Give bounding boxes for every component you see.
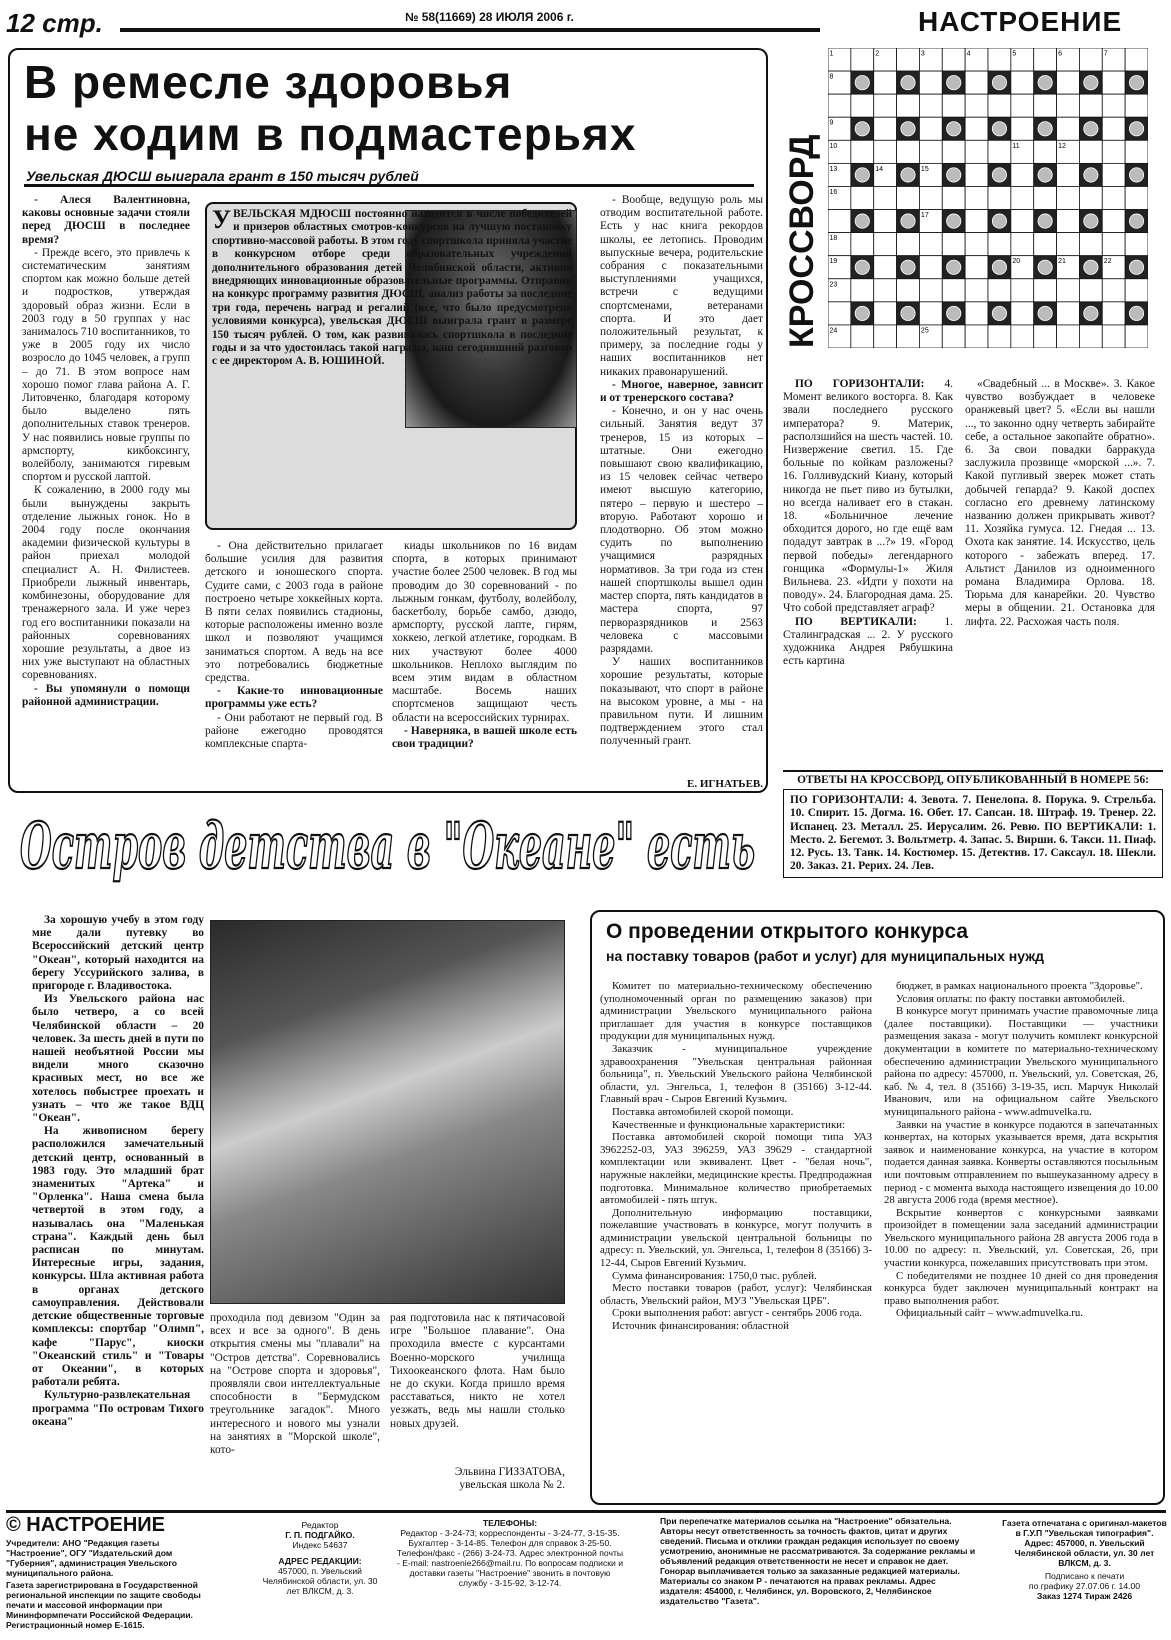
crossword-ornament <box>947 306 961 320</box>
crossword-ornament <box>947 214 961 228</box>
tender-column <box>600 980 872 1333</box>
crossword-number: 20 <box>1012 258 1021 266</box>
crossword-cell <box>988 325 1011 348</box>
crossword-cell <box>919 117 942 140</box>
crossword-cell <box>965 163 988 186</box>
editor-label: Редактор <box>301 1520 339 1530</box>
crossword-cell <box>1011 279 1034 302</box>
crossword-ornament <box>947 75 961 89</box>
crossword-cell <box>1125 233 1148 256</box>
paragraph: У наших воспитанников хорошие результаты, которые показывают, что спорт в районе на высоком уровне, а мы - на правильном пути. И лишним подтверждением этого стал полученный грант. <box>600 656 763 748</box>
crossword-cell <box>1102 163 1125 186</box>
crossword-cell <box>942 94 965 117</box>
crossword-cell <box>851 140 874 163</box>
paragraph: Комитет по материально-техническому обеспечению (уполномоченный орган по размещению заказов) при администрации Увельского муниципального района приглашает для участия в конкурсе поставщиков продукции для муниципальных нужд. <box>600 980 872 1043</box>
printing-text: Газета отпечатана с оригинал-макетов в Г.У.П "Увельская типография". Адрес: 457000, п. Увельский Челябинской области, ул. 30 лет ВЛКСМ, д. 3. <box>1002 1518 1167 1568</box>
crossword-number: 10 <box>829 142 838 150</box>
crossword-cell <box>874 140 897 163</box>
crossword-cell <box>1011 210 1034 233</box>
clues-continued: «Свадебный ... в Москве». 3. Какое чувство возбуждает в человеке оранжевый цвет? 5. «Если вы нашли ..., то законно одну четверть забирайте себе, а остальное закопайте обратно». 6. За свои повадки барракуда заслужила прозвище «морской ...». 7. Какой пугливый зверек может стать добычей гепарда? 9. Какой доспех согласно его древнему латинскому названию должен прикрывать живот? 11. Хозяйка гумуса. 12. Гнедая ... 13. Охота как занятие. 14. Искусство, цель которого - забежать вперед. 17. Альтист Данилов из одноименного романа Владимира Орлова. 18. Тюрьма для канарейки. 20. Чувство меры в общении. 21. Остановка для лифта. 22. Расхожая часть поля. <box>965 378 1155 628</box>
crossword-cell <box>942 140 965 163</box>
paragraph: В конкурсе могут принимать участие правомочные лица (далее поставщики). Поставщики — участники размещения заказа - могут получить комплект конкурсной документации в комитете по материально-техническому обеспечению администрации Увельского муниципального района по адресу: 457000, п. Увельский, ул. Советская, 26, каб. № 4, тел. 8 (35166) 3-19-35, исп. Марчук Николай Иванович, или на официальном сайте Увельского муниципального района - www.admuvelka.ru. <box>884 1005 1158 1118</box>
crossword-cell <box>988 140 1011 163</box>
crossword-ornament <box>1038 260 1052 274</box>
crossword-cell <box>919 302 942 325</box>
crossword-cell <box>1102 140 1125 163</box>
crossword-cell <box>965 117 988 140</box>
crossword-ornament <box>947 260 961 274</box>
crossword-ornament <box>901 306 915 320</box>
crossword-number: 14 <box>875 165 884 173</box>
crossword-number: 2 <box>875 50 880 58</box>
crossword-cell <box>965 94 988 117</box>
crossword-cell <box>1079 279 1102 302</box>
crossword-cell <box>897 279 920 302</box>
clues-horizontal: 4. Момент великого восторга. 8. Как звали последнего русского императора? 9. Материк, расползшийся на шесть частей. 10. Низвержение светил. 15. Где больные по койкам разложены? 16. Голливудский Киану, который никогда не пьет пиво из бутылки, но всегда наливает его в стакан. 18. «Больничное лечение обходится дорого, но где ещё вам подадут завтрак в ...?» 19. «Город первой победы» легендарного гонщика «Формулы-1» Жиля Вильнева. 23. «Идти у похоти на поводу». 24. Благородная дама. 25. Что собой представляет аграф? <box>783 378 953 615</box>
crossword-cell <box>828 302 851 325</box>
interview-question: - Наверняка, в вашей школе есть свои традиции? <box>392 724 577 751</box>
crossword-ornament <box>1038 214 1052 228</box>
phones-label: ТЕЛЕФОНЫ: <box>482 1518 538 1528</box>
crossword-ornament <box>1084 168 1098 182</box>
crossword-ornament <box>992 122 1006 136</box>
article-author: Е. ИГНАТЬЕВ. <box>687 778 763 790</box>
girl-photo <box>210 920 565 1304</box>
crossword-cell <box>942 279 965 302</box>
crossword-cell <box>1102 325 1125 348</box>
crossword-number: 18 <box>829 235 838 243</box>
crossword-number: 15 <box>920 165 929 173</box>
crossword-cell <box>919 140 942 163</box>
signed-time: по графику 27.07.06 г. 14.00 <box>1028 1581 1141 1591</box>
crossword-ornament <box>992 168 1006 182</box>
tender-title: О проведении открытого конкурса <box>606 920 969 943</box>
paragraph: С победителями не позднее 10 дней со дня проведения конкурса будет заключен муниципальный контракт на право выполнения работ. <box>884 1269 1158 1307</box>
tender-subtitle: на поставку товаров (работ и услуг) для муниципальных нужд <box>606 948 1045 964</box>
crossword-cell <box>897 94 920 117</box>
crossword-ornament <box>1084 260 1098 274</box>
crossword-cell <box>1034 186 1057 209</box>
crossword-cell <box>942 233 965 256</box>
crossword-ornament <box>947 122 961 136</box>
crossword-cell <box>1125 186 1148 209</box>
crossword-cell <box>1011 94 1034 117</box>
crossword-cell <box>919 256 942 279</box>
editor-name: Г. П. ПОДГАЙКО. <box>285 1530 355 1540</box>
crossword-number: 3 <box>920 50 925 58</box>
crossword-number: 4 <box>966 50 971 58</box>
crossword-number: 24 <box>829 327 838 335</box>
paragraph: Поставка автомобилей скорой помощи типа УАЗ 3962252-03, УАЗ 396259, УАЗ 39629 - стандартной комплектации или эквивалент. Цвет - "белая ночь", наружные наклейки, медицинские кресты. Предпродажная подготовка. Минимальное количество приобретаемых автомобилей - пять штук. <box>600 1131 872 1207</box>
crossword-cell <box>874 94 897 117</box>
crossword-number: 1 <box>829 50 834 58</box>
crossword-ornament <box>1084 122 1098 136</box>
crossword-cell <box>828 210 851 233</box>
paragraph: - Они работают не первый год. В районе ежегодно проводятся комплексные спарта- <box>205 711 383 751</box>
crossword-cell <box>965 186 988 209</box>
crossword-cell <box>828 94 851 117</box>
crossword-title: КРОССВОРД <box>783 134 821 348</box>
crossword-number: 13 <box>829 165 838 173</box>
crossword-ornament <box>1084 214 1098 228</box>
crossword-ornament <box>855 214 869 228</box>
crossword-cell <box>1034 325 1057 348</box>
crossword-cell <box>1034 279 1057 302</box>
crossword-cell <box>1034 140 1057 163</box>
crossword-answers <box>783 770 1163 878</box>
header-rule <box>120 28 820 32</box>
crossword-ornament <box>992 75 1006 89</box>
crossword-cell <box>851 94 874 117</box>
crossword-cell <box>1057 186 1080 209</box>
subscription-index: Индекс 54637 <box>292 1540 348 1550</box>
crossword-ornament <box>1129 168 1143 182</box>
crossword-ornament <box>855 260 869 274</box>
paragraph: К сожалению, в 2000 году мы были вынуждены закрыть отделение лыжных гонок. Но в 2004 году после окончания академии физической культуры в район приехал молодой специалист А. Н. Филистеев. Приобрели лыжный инвентарь, комбинезоны, оборудование для тренажерного зала. И уже через год его воспитанники показали на районных соревнованиях хорошие результаты, а двое из них уже выступают на областных соревнованиях. <box>22 484 190 682</box>
interview-question: - Вы упомянули о помощи районной администрации. <box>22 682 190 708</box>
paragraph: бюджет, в рамках национального проекта "Здоровье". <box>896 980 1143 992</box>
crossword-cell <box>919 233 942 256</box>
article-column <box>210 1312 380 1457</box>
crossword-cell <box>942 325 965 348</box>
crossword-number: 5 <box>1012 50 1017 58</box>
crossword-cell <box>1125 48 1148 71</box>
paragraph: - Она действительно прилагает большие усилия для развития детского и юношеского спорта. Судите сами, с 2003 года в районе построено четыре хоккейных корта. В пяти селах появились стадионы, которые расположены именно возле школ и позволяют учащимся заниматься спортом. А ведь на все это потребовались бюджетные средства. <box>205 540 383 685</box>
crossword-cell <box>1102 94 1125 117</box>
paragraph: рая подготовила нас к пятичасовой игре "Большое плавание". Она проходила вместе с курсантами Военно-морского училища Тихоокеанского флота. Нам было не до скуки. Когда пришло время расставаться, никто не хотел уезжать, ведь мы нашли столько новых друзей. <box>390 1312 565 1430</box>
paragraph: Поставка автомобилей скорой помощи. <box>612 1105 794 1118</box>
crossword-cell <box>1057 117 1080 140</box>
answers-text: ПО ГОРИЗОНТАЛИ: 4. Зевота. 7. Пенелопа. 8. Порука. 9. Стрельба. 10. Спирит. 15. Догма. 16. Обет. 17. Сапсан. 18. Штраф. 19. Тренер. 22. Испанец. 23. Металл. 25. Иерусалим. 26. Ревю. ПО ВЕРТИКАЛИ: 1. Место. 2. Бегемот. 3. Вольтметр. 4. Запас. 5. Вирши. 6. Такси. 11. Пиаф. 12. Русь. 13. Танк. 14. Костюмер. 15. Детектив. 17. Саксаул. 18. Шекли. 20. Заказ. 21. Рерих. 24. Лев. <box>783 789 1163 878</box>
crossword-number: 25 <box>920 327 929 335</box>
article-column <box>600 194 763 749</box>
crossword-clues-left <box>783 378 953 668</box>
crossword-cell <box>874 325 897 348</box>
crossword-cell <box>874 71 897 94</box>
crossword-clues-right <box>965 378 1155 629</box>
crossword-cell <box>965 302 988 325</box>
crossword-cell <box>874 256 897 279</box>
paragraph: проходила под девизом "Один за всех и все за одного". В день открытия смены мы "плавали" на "Остров детства". Соревновались на "Острове спорта и здоровья", проявляли свои интеллектуальные способности в "Бермудском треугольнике загадок". Много интересного и нового мы узнали на занятиях в "Морской школе", кото- <box>210 1312 380 1457</box>
paragraph: Условия оплаты: по факту поставки автомобилей. <box>896 992 1125 1005</box>
address-label: АДРЕС РЕДАКЦИИ: <box>278 1556 362 1566</box>
crossword-ornament <box>901 168 915 182</box>
crossword-ornament <box>992 260 1006 274</box>
crossword-cell <box>1057 279 1080 302</box>
author-school: увельская школа № 2. <box>459 1479 565 1491</box>
crossword-number: 19 <box>829 258 838 266</box>
crossword-cell <box>897 233 920 256</box>
crossword-cell <box>1079 94 1102 117</box>
crossword-number: 22 <box>1103 258 1112 266</box>
footer-editor <box>255 1520 385 1596</box>
crossword-cell <box>1034 94 1057 117</box>
crossword-cell <box>1079 233 1102 256</box>
crossword-cell <box>919 279 942 302</box>
founders-text: Учредители: АНО "Редакция газеты "Настроение", ОГУ "Издательский дом "Губерния", администрация Увельского муниципального района. <box>6 1538 178 1578</box>
crossword-cell <box>851 325 874 348</box>
crossword-cell <box>851 233 874 256</box>
crossword-number: 11 <box>1012 142 1020 150</box>
crossword-cell <box>897 186 920 209</box>
crossword-ornament <box>855 306 869 320</box>
crossword-cell <box>1079 48 1102 71</box>
paragraph: Официальный сайт – www.admuvelka.ru. <box>896 1307 1083 1320</box>
crossword-ornament <box>992 306 1006 320</box>
paragraph: Заказчик - муниципальное учреждение здравоохранения "Увельская центральная районная больница", п. Увельский Увельского района Челябинской области, ул. Энгельса, 1, телефон 8 (35166) 3-12-44. Главный врач - Сыров Евгений Кузьмич. <box>600 1042 872 1106</box>
crossword-cell <box>874 117 897 140</box>
crossword-cell <box>965 140 988 163</box>
crossword-cell <box>988 94 1011 117</box>
footer-founders <box>6 1538 201 1630</box>
paragraph: Качественные и функциональные характеристики: <box>612 1118 845 1131</box>
crossword-ornament <box>992 214 1006 228</box>
paragraph: Заявки на участие в конкурсе подаются в запечатанных конвертах, на которых указывается время, дата вскрытия заявок и наименование конкурса, на участие в котором подается данная заявка. Конверты оставляются посыльным или почтовым отправлением по вышеуказанному адресу в период - с момента выхода настоящего извещения до 10.00 28 августа 2006 года (время местное). <box>884 1118 1158 1207</box>
crossword-ornament <box>855 75 869 89</box>
crossword-cell <box>874 210 897 233</box>
crossword-cell <box>1102 117 1125 140</box>
footer-printing <box>1002 1518 1167 1601</box>
crossword-cell <box>1102 233 1125 256</box>
crossword-number: 7 <box>1103 50 1108 58</box>
footer-rule <box>6 1510 1166 1513</box>
crossword-cell <box>1034 48 1057 71</box>
crossword-cell <box>1011 302 1034 325</box>
crossword-cell <box>1079 186 1102 209</box>
crossword-cell <box>874 279 897 302</box>
crossword-cell <box>897 48 920 71</box>
crossword-number: 21 <box>1058 258 1066 266</box>
paragraph: Вскрытие конвертов с конкурсными заявками произойдет в помещении зала заседаний администрации Увельского муниципального района 28 августа 2006 года в 10.00 по адресу: п. Увельский, ул. Советская, 26, при участии конкурса, пожелавших присутствовать при этом. <box>884 1206 1158 1270</box>
crossword-cell <box>874 233 897 256</box>
article-sport-school-title <box>24 56 636 160</box>
crossword-cell <box>1102 210 1125 233</box>
interview-question: - Многое, наверное, зависит и от тренерского состава? <box>600 378 763 405</box>
crossword-cell <box>874 186 897 209</box>
article-column <box>32 914 204 1429</box>
crossword-cell <box>1011 233 1034 256</box>
crossword-number: 12 <box>1058 142 1066 150</box>
crossword-number: 16 <box>829 188 838 196</box>
crossword-cell <box>1057 325 1080 348</box>
crossword-ornament <box>1129 306 1143 320</box>
crossword-ornament <box>855 122 869 136</box>
answers-title: ОТВЕТЫ НА КРОССВОРД, ОПУБЛИКОВАННЫЙ В НОМЕРЕ 56: <box>783 770 1163 787</box>
title-line-2: не ходим в подмастерьях <box>24 108 637 160</box>
crossword-ornament <box>901 214 915 228</box>
crossword-number: 23 <box>829 281 838 289</box>
crossword-cell <box>1102 279 1125 302</box>
crossword-ornament <box>1129 260 1143 274</box>
article-sport-school-subtitle: Увельская ДЮСШ выиграла грант в 150 тысяч рублей <box>26 168 419 184</box>
crossword-cell <box>1011 71 1034 94</box>
crossword-ornament <box>1084 75 1098 89</box>
paragraph: Дополнительную информацию поставщики, пожелавшие участвовать в конкурсе, могут получить в администрации увельской центральной больницы по адресу: п. Увельский, ул. Энгельса, 1, телефон 8 (35166) 3-12-44, Сыров Евгений Кузьмич. <box>600 1206 872 1270</box>
crossword-cell <box>988 279 1011 302</box>
crossword-cell <box>1125 325 1148 348</box>
lead-text <box>212 205 572 369</box>
crossword-cell <box>1011 117 1034 140</box>
crossword-ornament <box>1084 306 1098 320</box>
crossword-ornament <box>1038 75 1052 89</box>
paragraph: Место поставки товаров (работ, услуг): Челябинская область, Увельский район, МУЗ "Увельская ЦРБ". <box>600 1282 872 1307</box>
clues-vertical: 1. Сталинградская ... 2. У русского художника Андрея Рябушкина есть картина <box>783 615 953 668</box>
crossword-cell <box>874 302 897 325</box>
issue-number: № 58(11669) 28 ИЮЛЯ 2006 г. <box>405 10 574 24</box>
paragraph: Источник финансирования: областной <box>612 1320 789 1333</box>
title-line-1: В ремесле здоровья <box>24 56 513 108</box>
crossword-cell <box>851 186 874 209</box>
footer-phones <box>395 1518 625 1588</box>
crossword-cell <box>897 325 920 348</box>
crossword-cell <box>1057 210 1080 233</box>
tender-column <box>884 980 1158 1320</box>
ocean-title-text: Остров детства в "Океане" есть <box>20 809 755 884</box>
crossword-ornament <box>901 122 915 136</box>
paragraph: Из Увельского района нас было четверо, а со всей Челябинской области – 20 человек. За шесть дней в пути по нашей необъятной России мы видели много сказочно красивых мест, но все же хотелось побыстрее проехать и узнать – что же такое ВДЦ "Океан". <box>32 993 204 1125</box>
crossword-ornament <box>1129 75 1143 89</box>
crossword-number: 8 <box>829 73 834 81</box>
signed-label: Подписано к печати <box>1044 1571 1125 1581</box>
crossword-cell <box>1079 140 1102 163</box>
crossword-ornament <box>855 168 869 182</box>
paragraph: киады школьников по 16 видам спорта, в которых принимают участие более 2500 человек. В год мы проводим до 30 соревнований - по лыжным гонкам, футболу, волейболу, баскетболу, борьбе самбо, дзюдо, армспорту, русской лапте, гирям, хоккею, легкой атлетике, городкам. В них участвуют более 4000 школьников. Неплохо выглядим по всем этим видам в областном масштабе. Восемь наших спортсменов защищают честь области на всероссийских турнирах. <box>392 540 577 724</box>
crossword-cell <box>965 279 988 302</box>
subtitle-rule <box>24 184 754 187</box>
crossword-grid <box>828 48 1148 348</box>
crossword-cell <box>1011 325 1034 348</box>
crossword-ornament <box>1038 122 1052 136</box>
crossword-cell <box>1011 186 1034 209</box>
crossword-cell <box>1125 279 1148 302</box>
crossword-cell <box>965 256 988 279</box>
article-column <box>22 194 190 709</box>
crossword-number: 9 <box>829 119 834 127</box>
page-number: 12 стр. <box>6 8 103 38</box>
crossword-cell <box>1102 186 1125 209</box>
crossword-cell <box>1057 302 1080 325</box>
crossword-cell <box>965 210 988 233</box>
paragraph: - Вообще, ведущую роль мы отводим воспитательной работе. Есть у нас книга рекордов школы, ее летопись. Проводим выпускные вечера, родительские собрания с показательными выступлениями учащихся, встречи с ведущими спортсменами, ветеранами спорта. И это дает положительный результат, к примеру, за последние годы у наших воспитанников нет никаких правонарушений. <box>600 194 763 378</box>
paragraph: Сумма финансирования: 1750,0 тыс. рублей. <box>612 1269 817 1282</box>
crossword-ornament <box>1129 122 1143 136</box>
crossword-cell <box>1011 163 1034 186</box>
lead-paragraph: УВЕЛЬСКАЯ МДЮСШ постоянно находится в числе победителей и призеров областных смотров-конкурсов на лучшую постановку спортивно-массовой работы. В этом году спортшкола приняла участие в конкурсном отборе среди образовательных учреждений дополнительного образования детей Челябинской области, активно внедряющих инновационные образовательные программы. Отправив на конкурс программу развития ДЮСШ, анализ работы за последние три года, перечень наград и регалий (все, что было предусмотрено условиями конкурса), увельская ДЮСШ выиграла грант в размере 150 тысяч рублей. О том, как развивалась спортшкола в последние годы и за что удостоилась такой награды, наш сегодняшний разговор с ее директором А. В. ЮШИНОЙ. <box>212 205 572 368</box>
paragraph: За хорошую учебу в этом году мне дали путевку во Всероссийский детский центр "Океан", который находится на берегу Уссурийского залива, в пригороде г. Владивостока. <box>32 914 204 993</box>
crossword-cell <box>965 325 988 348</box>
section-rubric: НАСТРОЕНИЕ <box>918 6 1123 37</box>
crossword-cell <box>1034 233 1057 256</box>
crossword-cell <box>851 279 874 302</box>
paragraph: Культурно-развлекательная программа "По островам Тихого океана" <box>32 1389 204 1428</box>
crossword-number: 17 <box>920 212 929 220</box>
article-column <box>390 1312 565 1431</box>
crossword-ornament <box>1129 214 1143 228</box>
crossword-ornament <box>1038 306 1052 320</box>
crossword-cell <box>988 48 1011 71</box>
address-text: 457000, п. Увельский Челябинской области, ул. 30 лет ВЛКСМ, д. 3. <box>262 1566 378 1596</box>
crossword-number: 6 <box>1058 50 1062 58</box>
interview-question: - Какие-то инновационные программы уже есть? <box>205 685 383 711</box>
article-signature <box>390 1466 565 1492</box>
crossword-cell <box>919 186 942 209</box>
crossword-ornament <box>1038 168 1052 182</box>
paragraph: - Конечно, и он у нас очень сильный. Занятия ведут 37 тренеров, 15 из которых – штатные. Они ежегодно повышают свою квалификацию, из 15 человек сейчас четверо имеют высшую категорию, пятеро – первую и шестеро – вторую. Работают хорошо и плодотворно. Об этом можно судить по выполнению учащимися разрядных нормативов. За три года из стен нашей спортшколы вышел один мастер спорта, пять кандидатов в мастера спорта, 97 перворазрядников и 2563 человека с массовыми разрядами. <box>600 405 763 655</box>
crossword-cell <box>965 71 988 94</box>
clues-horizontal-label: ПО ГОРИЗОНТАЛИ: <box>795 378 925 390</box>
footer-notice: При перепечатке материалов ссылка на "Настроение" обязательна. Авторы несут ответственность за точность фактов, цитат и других сведений. Письма и отклики граждан редакция использует по своему усмотрению, анонимные не рассматриваются. За содержание рекламы и объявлений редакция ответственности не несет и справок не дает. Гонорар выплачивается только за заказанные редакцией материалы. Материалы со знаком Р - печатаются на правах рекламы. Адрес издателя: 454000, г. Челябинск, ул. Воровского, 2, Челябинское издательство "Газета". <box>660 1516 976 1606</box>
paragraph: Сроки выполнения работ: август - сентябрь 2006 года. <box>612 1307 862 1320</box>
phones-text: Редактор - 3-24-73; корреспонденты - 3-24-77, 3-15-35. Бухгалтер - 3-14-85. Телефон для справок 3-25-50. Телефон/факс - (266) 3-24-73. Адрес электронной почты - E-mail: nastroenie266@mail.ru. По вопросам подписки и доставки газеты "Настроение" звонить в почтовую службу - 3-15-92, 3-12-74. <box>396 1528 624 1588</box>
crossword-cell <box>988 186 1011 209</box>
crossword-cell <box>1102 71 1125 94</box>
crossword-ornament <box>947 168 961 182</box>
paragraph: На живописном берегу расположился замечательный детский центр, основанный в 1983 году. Это младший брат знаменитых "Артека" и "Орленка". Наша смена была четвертой в этом году, а называлась она "Маленькая страна". Каждый день был расписан по минутам. Интересные игры, задания, конкурсы. Шла активная работа в органах детского самоуправления. Действовали детские общественные торговые комплексы: спортбар "Олимп", кафе "Парус", киоски "Океанский стиль" и "Товары от Океании", в которых работали ребята. <box>32 1125 204 1389</box>
crossword-cell <box>919 71 942 94</box>
crossword-cell <box>897 140 920 163</box>
crossword-vertical-title <box>783 48 823 368</box>
crossword-cell <box>942 186 965 209</box>
crossword-cell <box>1079 325 1102 348</box>
crossword-ornament <box>901 260 915 274</box>
crossword-cell <box>942 48 965 71</box>
interview-question: - Алеся Валентиновна, каковы основные задачи стояли перед ДЮСШ в последнее время? <box>22 194 190 246</box>
crossword-cell <box>1057 163 1080 186</box>
author-name: Эльвина ГИЗЗАТОВА, <box>454 1466 565 1478</box>
order-circulation: Заказ 1274 Тираж 2426 <box>1036 1591 1133 1601</box>
article-ocean-title <box>10 800 770 890</box>
crossword-cell <box>988 233 1011 256</box>
crossword-ornament <box>901 75 915 89</box>
crossword-cell <box>1057 71 1080 94</box>
footer-logo: © НАСТРОЕНИЕ <box>6 1514 165 1536</box>
crossword-cell <box>1102 302 1125 325</box>
article-column <box>205 540 383 751</box>
crossword-cell <box>919 94 942 117</box>
article-column <box>392 540 577 751</box>
clues-vertical-label: ПО ВЕРТИКАЛИ: <box>795 615 917 628</box>
crossword-cell <box>1057 94 1080 117</box>
crossword-cell <box>1057 233 1080 256</box>
paragraph: - Прежде всего, это привлечь к систематическим занятиям спортом как можно больше детей и подростков, утверждая здоровый образ жизни. Если в 2003 году в 50 группах у нас занималось 710 воспитанников, то уже в 2005 году их число возросло до 1045 человек, а групп – до 71. В этом вопросе нам хорошо помог глава района А. Г. Литовченко, благодаря которому было выделено пять дополнительных ставок тренеров. У нас появились новые группы по армспорту, кикбоксингу, волейболу, занимаются гиревым спортом и русской лаптой. <box>22 246 190 484</box>
crossword-cell <box>1125 140 1148 163</box>
crossword-cell <box>1125 94 1148 117</box>
registration-text: Газета зарегистрирована в Государственной региональной инспекции по защите свободы печати и массовой информации при Мининформпечати Российской Федерации. Регистрационный номер Е-1615. <box>6 1580 201 1630</box>
crossword-cell <box>851 48 874 71</box>
crossword-cell <box>965 233 988 256</box>
